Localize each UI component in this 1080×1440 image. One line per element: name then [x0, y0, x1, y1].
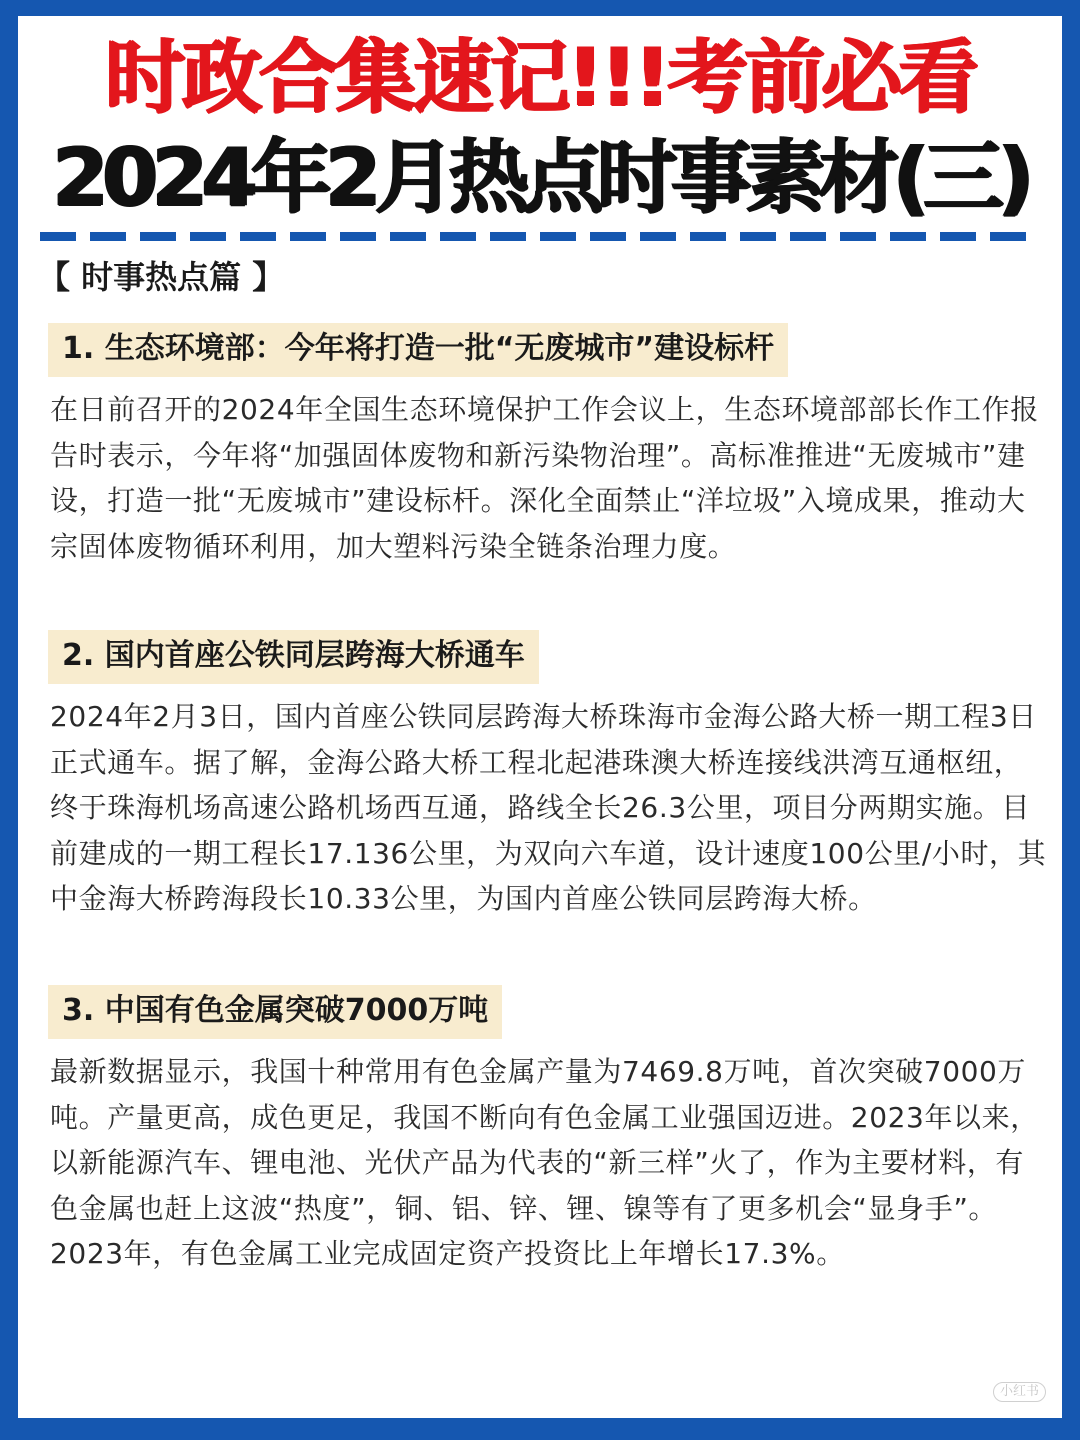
article-1-body: 在日前召开的2024年全国生态环境保护工作会议上，生态环境部部长作工作报告时表示，今年将“加强固体废物和新污染物治理”。高标准推进“无废城市”建设，打造一批“无废城市”建设标杆。深化全面禁止“洋垃圾”入境成果，推动大宗固体废物循环利用，加大塑料污染全链条治理力度。 — [50, 393, 1039, 563]
section-label: 【 时事热点篇 】 — [38, 258, 285, 296]
article-2-heading: 2. 国内首座公铁同层跨海大桥通车 — [48, 630, 539, 684]
article-3-heading: 3. 中国有色金属突破7000万吨 — [48, 985, 502, 1039]
article-2-body: 2024年2月3日，国内首座公铁同层跨海大桥珠海市金海公路大桥一期工程3日正式通车。据了解，金海公路大桥工程北起港珠澳大桥连接线洪湾互通枢纽，终于珠海机场高速公路机场西互通，路线全长26.3公里，项目分两期实施。目前建成的一期工程长17.136公里，为双向六车道，设计速度100公里/小时，其中金海大桥跨海段长10.33公里，为国内首座公铁同层跨海大桥。 — [50, 700, 1047, 915]
dashed-divider — [40, 232, 1040, 241]
title-line-2: 2024年2月热点时事素材(三) — [52, 131, 1028, 224]
watermark-logo: 小红书 — [993, 1382, 1046, 1402]
page-card — [18, 16, 1062, 1418]
article-3-body: 最新数据显示，我国十种常用有色金属产量为7469.8万吨，首次突破7000万吨。产量更高，成色更足，我国不断向有色金属工业强国迈进。2023年以来，以新能源汽车、锂电池、光伏产品为代表的“新三样”火了，作为主要材料，有色金属也赶上这波“热度”，铜、铝、锌、锂、镍等有了更多机会“显身手”。2023年，有色金属工业完成固定资产投资比上年增长17.3%。 — [50, 1055, 1039, 1270]
title-line-1: 时政合集速记!!!考前必看 — [104, 31, 976, 124]
article-1-heading: 1. 生态环境部：今年将打造一批“无废城市”建设标杆 — [48, 323, 788, 377]
